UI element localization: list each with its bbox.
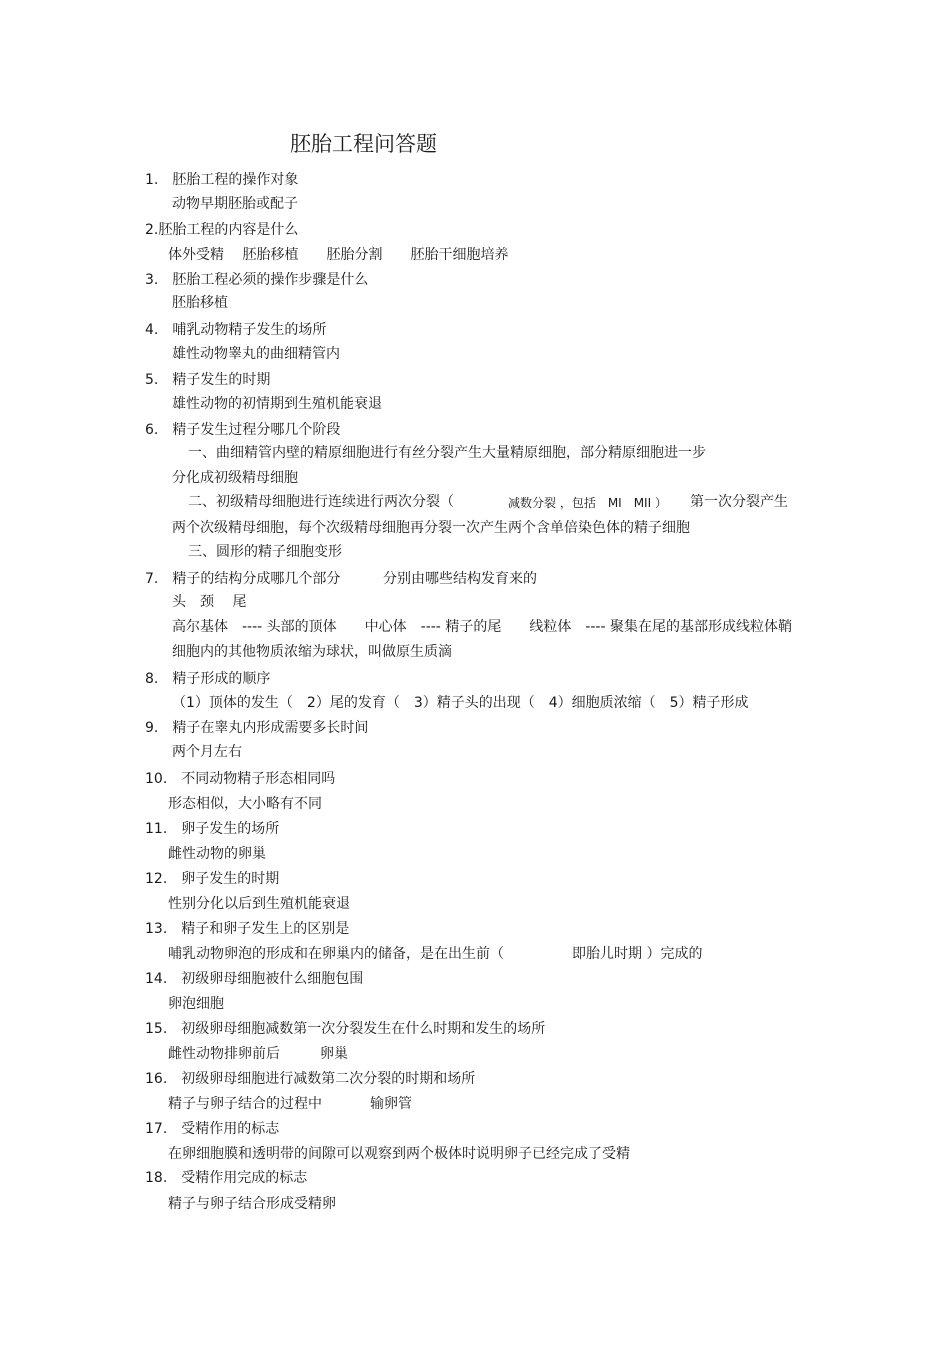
answer-15-part-2: 卵巢 [320,1046,348,1062]
answer-7-line-1: 头 颈 尾 [172,594,247,610]
question-18: 18. 受精作用完成的标志 [145,1170,308,1186]
question-3: 3. 胚胎工程必须的操作步骤是什么 [145,272,369,288]
answer-17: 在卵细胞膜和透明带的间隙可以观察到两个极体时说明卵子已经完成了受精 [168,1146,630,1162]
answer-10: 形态相似，大小略有不同 [168,796,322,812]
page-title: 胚胎工程问答题 [290,132,437,156]
answer-8: （1）顶体的发生（ 2）尾的发育（ 3）精子头的出现（ 4）细胞质浓缩（ 5）精子形成 [172,695,749,711]
answer-12: 性别分化以后到生殖机能衰退 [168,896,350,912]
question-17: 17. 受精作用的标志 [145,1121,280,1137]
answer-13-part-1: 哺乳动物卵泡的形成和在卵巢内的储备，是在出生前（ [168,946,504,962]
answer-16-part-1: 精子与卵子结合的过程中 [168,1096,322,1112]
answer-18: 精子与卵子结合形成受精卵 [168,1196,336,1212]
answer-14: 卵泡细胞 [168,996,224,1012]
question-10: 10. 不同动物精子形态相同吗 [145,771,336,787]
question-9: 9. 精子在睾丸内形成需要多长时间 [145,720,369,736]
answer-6-line-1: 一、曲细精管内壁的精原细胞进行有丝分裂产生大量精原细胞，部分精原细胞进一步 [188,445,706,461]
question-4: 4. 哺乳动物精子发生的场所 [145,322,327,338]
answer-2: 体外受精 胚胎移植 胚胎分割 胚胎干细胞培养 [168,247,509,263]
question-2: 2.胚胎工程的内容是什么 [145,222,299,238]
answer-15-part-1: 雌性动物排卵前后 [168,1046,280,1062]
answer-6-line-3b: 减数分裂 ，包括 MI MII ） [508,496,667,510]
answer-6-line-4: 两个次级精母细胞，每个次级精母细胞再分裂一次产生两个含单倍染色体的精子细胞 [172,520,690,536]
question-1: 1. 胚胎工程的操作对象 [145,172,299,188]
answer-3: 胚胎移植 [172,295,228,311]
answer-7-line-2: 高尔基体 ---- 头部的顶体 中心体 ---- 精子的尾 线粒体 ---- 聚集在尾的基部形成线粒体鞘 [172,619,792,635]
answer-6-line-3c: 第一次分裂产生 [690,494,788,510]
question-7-part-1: 7. 精子的结构分成哪几个部分 [145,571,341,587]
answer-1: 动物早期胚胎或配子 [172,196,298,212]
question-12: 12. 卵子发生的时期 [145,871,280,887]
answer-6-line-5: 三、圆形的精子细胞变形 [188,544,342,560]
answer-9: 两个月左右 [172,744,242,760]
answer-6-line-2: 分化成初级精母细胞 [172,470,298,486]
answer-11: 雌性动物的卵巢 [168,846,266,862]
question-7-part-2: 分别由哪些结构发育来的 [383,571,537,587]
question-11: 11. 卵子发生的场所 [145,821,280,837]
answer-5: 雄性动物的初情期到生殖机能衰退 [172,396,382,412]
question-5: 5. 精子发生的时期 [145,372,271,388]
question-14: 14. 初级卵母细胞被什么细胞包围 [145,971,364,987]
answer-13-part-2: 即胎儿时期 ）完成的 [572,946,703,962]
answer-6-line-3a: 二、初级精母细胞进行连续进行两次分裂（ [188,494,454,510]
answer-16-part-2: 输卵管 [370,1096,412,1112]
question-8: 8. 精子形成的顺序 [145,671,271,687]
question-13: 13. 精子和卵子发生上的区别是 [145,921,350,937]
question-16: 16. 初级卵母细胞进行减数第二次分裂的时期和场所 [145,1071,476,1087]
answer-4: 雄性动物睾丸的曲细精管内 [172,346,340,362]
answer-7-line-3: 细胞内的其他物质浓缩为球状，叫做原生质滴 [172,644,452,660]
question-15: 15. 初级卵母细胞减数第一次分裂发生在什么时期和发生的场所 [145,1021,546,1037]
question-6: 6. 精子发生过程分哪几个阶段 [145,422,341,438]
